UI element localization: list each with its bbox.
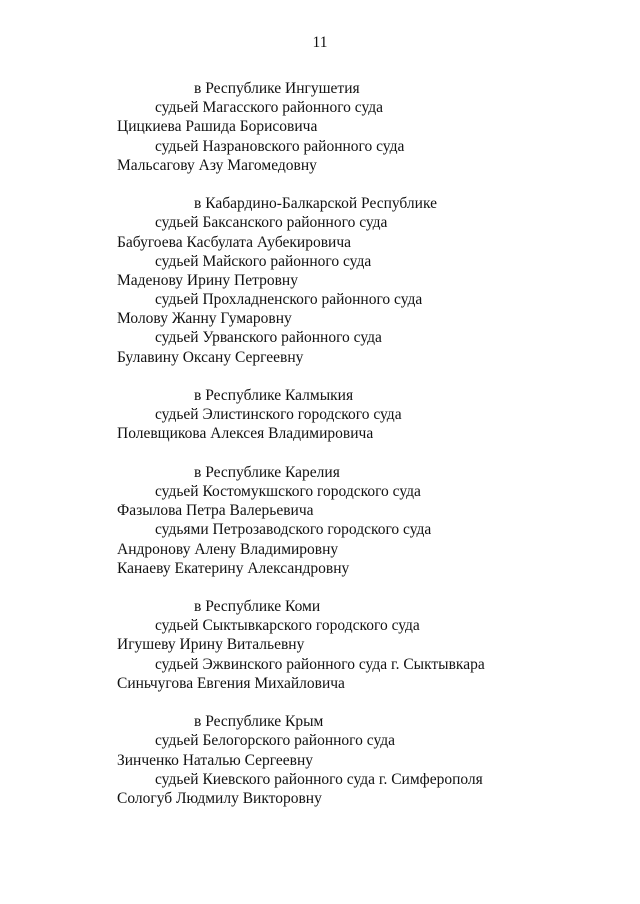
judge-name: Игушеву Ирину Витальевну [117, 636, 305, 654]
judge-name: Маденову Ирину Петровну [117, 271, 298, 289]
court-appointment: судьей Белогорского районного суда [155, 732, 395, 750]
region-heading: в Кабардино-Балкарской Республике [194, 195, 437, 213]
court-appointment: судьей Назрановского районного суда [155, 137, 405, 155]
region-heading: в Республике Крым [194, 713, 324, 731]
court-appointment: судьей Элистинского городского суда [155, 406, 402, 424]
judge-name: Андронову Алену Владимировну [117, 540, 339, 558]
judge-name: Полевщикова Алексея Владимировича [117, 425, 374, 443]
court-appointment: судьей Урванского районного суда [155, 329, 382, 347]
court-appointment: судьей Майского районного суда [155, 252, 372, 270]
document-body [117, 79, 617, 827]
region-section [117, 194, 617, 367]
region-heading: в Республике Калмыкия [194, 387, 354, 404]
judge-name: Бабугоева Касбулата Аубекировича [117, 233, 352, 251]
judge-name: Зинченко Наталью Сергеевну [117, 751, 314, 769]
judge-name: Канаеву Екатерину Александровну [117, 559, 350, 577]
judge-name: Фазылова Петра Валерьевича [117, 502, 314, 520]
court-appointment: судьей Прохладненского районного суда [155, 291, 423, 309]
court-appointment: судьей Эжвинского районного суда г. Сыктывкара [155, 655, 485, 673]
judge-name: Мальсагову Азу Магомедовну [117, 156, 317, 174]
region-heading: в Республике Коми [194, 598, 321, 616]
region-section [117, 597, 617, 693]
court-appointment: судьей Сыктывкарского городского суда [155, 617, 420, 635]
court-appointment: судьей Баксанского районного суда [155, 214, 388, 232]
region-heading: в Республике Карелия [194, 463, 340, 481]
judge-name: Булавину Оксану Сергеевну [117, 348, 304, 366]
court-appointment: судьей Магасского районного суда [155, 99, 384, 117]
region-section [117, 712, 617, 808]
region-section [117, 386, 617, 444]
region-section [117, 463, 617, 578]
judge-name: Молову Жанну Гумаровну [117, 310, 292, 328]
court-appointment: судьей Киевского районного суда г. Симферополя [155, 770, 483, 788]
court-appointment: судьей Костомукшского городского суда [155, 482, 421, 500]
judge-name: Цицкиева Рашида Борисовича [117, 118, 318, 136]
court-appointment: судьями Петрозаводского городского суда [155, 521, 432, 539]
judge-name: Сологуб Людмилу Викторовну [117, 789, 322, 807]
page-number: 11 [312, 34, 328, 51]
region-section [117, 79, 617, 175]
region-heading: в Республике Ингушетия [194, 80, 360, 97]
judge-name: Синьчугова Евгения Михайловича [117, 674, 345, 692]
